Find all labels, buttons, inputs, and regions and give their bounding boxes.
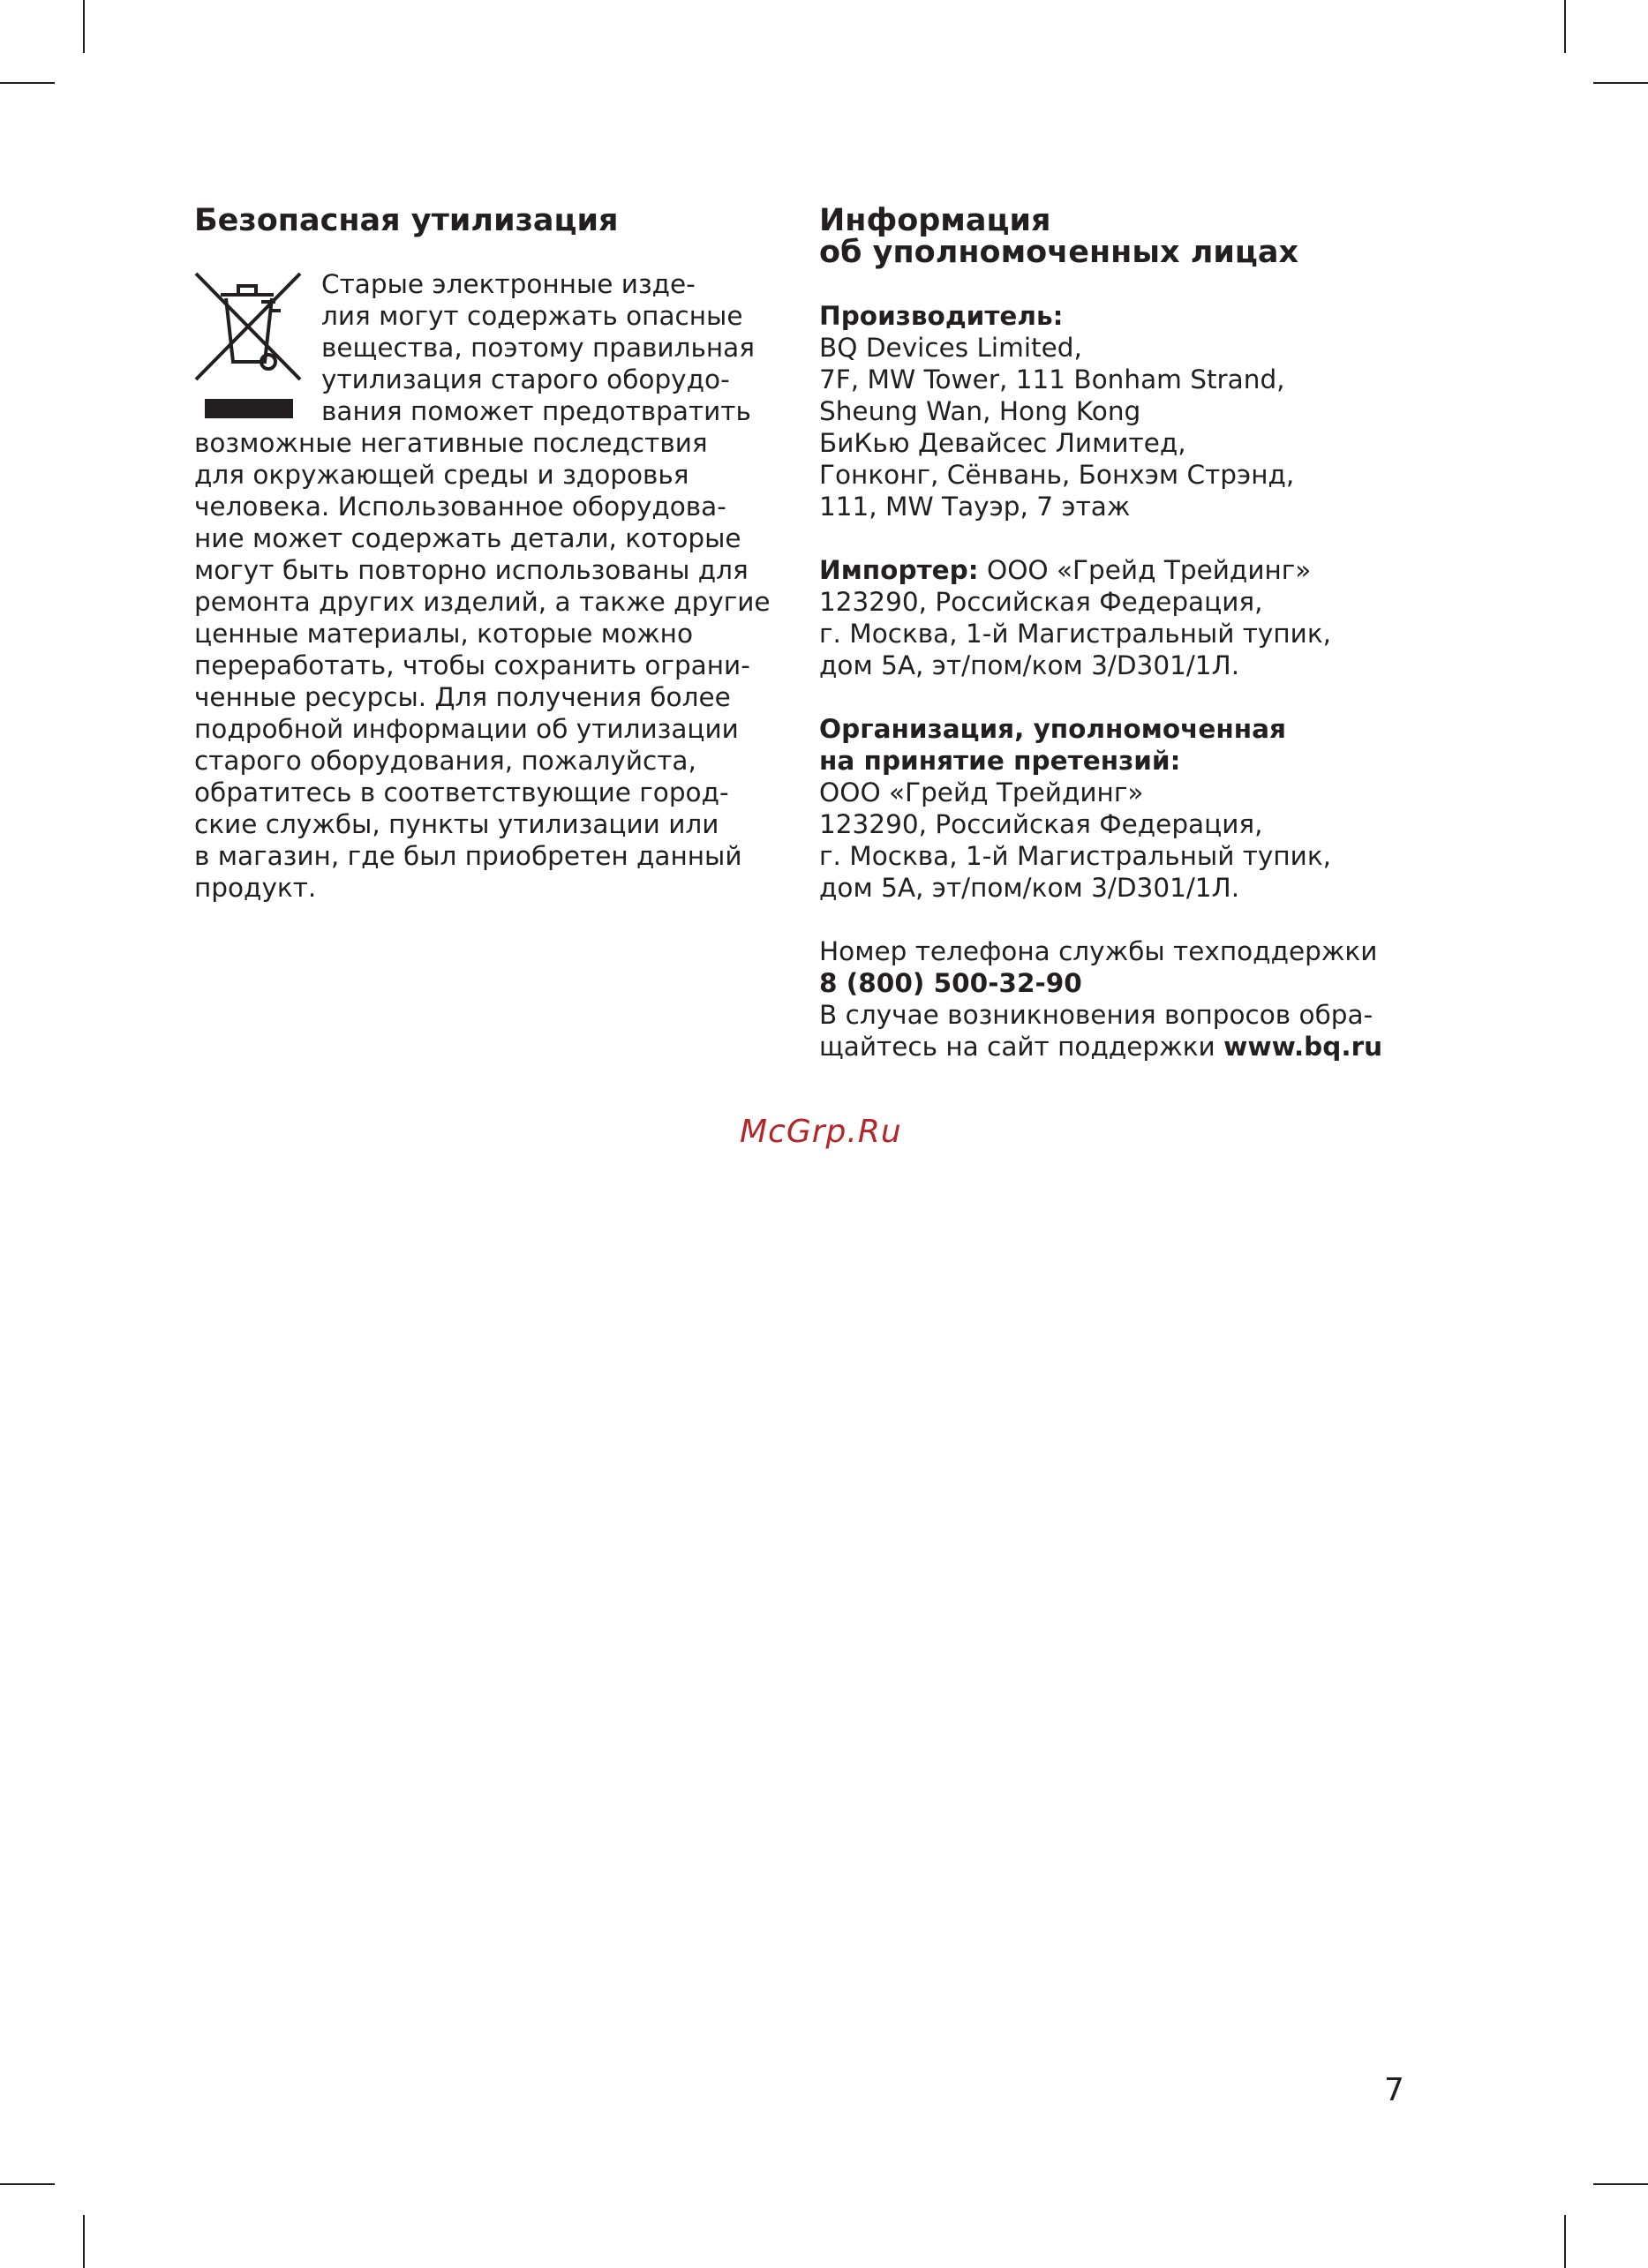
body-line: продукт. bbox=[194, 873, 317, 903]
manufacturer-line: Sheung Wan, Hong Kong bbox=[819, 396, 1141, 426]
authorized-persons-title bbox=[819, 205, 1455, 268]
body-line: Старые электронные изде- bbox=[321, 269, 696, 299]
page-number: 7 bbox=[1384, 2072, 1404, 2108]
claims-label: Организация, уполномоченная bbox=[819, 714, 1286, 744]
support-site-link[interactable]: www.bq.ru bbox=[1223, 1032, 1383, 1062]
crop-mark bbox=[1564, 0, 1566, 53]
authorized-persons-body bbox=[819, 300, 1455, 1063]
crop-mark bbox=[1564, 2215, 1566, 2268]
body-line: вещества, поэтому правильная bbox=[321, 333, 755, 363]
title-line: об уполномоченных лицах bbox=[819, 235, 1299, 270]
body-line: переработать, чтобы сохранить ограни- bbox=[194, 650, 750, 680]
claims-label: на принятие претензий: bbox=[819, 746, 1181, 776]
support-phone-label: Номер телефона службы техподдержки bbox=[819, 936, 1378, 966]
crop-mark bbox=[83, 2215, 85, 2268]
body-line: ские службы, пункты утилизации или bbox=[194, 809, 719, 839]
importer-first-line bbox=[819, 554, 1455, 586]
claims-block bbox=[819, 713, 1455, 904]
crop-mark bbox=[0, 2183, 55, 2185]
manufacturer-line: 7F, MW Tower, 111 Bonham Strand, bbox=[819, 364, 1285, 394]
manufacturer-label: Производитель: bbox=[819, 301, 1064, 331]
safe-disposal-body bbox=[194, 268, 777, 904]
watermark: McGrp.Ru bbox=[740, 1114, 902, 1150]
importer-line: 123290, Российская Федерация, bbox=[819, 587, 1263, 617]
support-block bbox=[819, 935, 1455, 1063]
crop-mark bbox=[83, 0, 85, 53]
claims-line: 123290, Российская Федерация, bbox=[819, 809, 1263, 839]
safe-disposal-title: Безопасная утилизация bbox=[194, 203, 619, 238]
support-line: В случае возникновения вопросов обра- bbox=[819, 1000, 1373, 1030]
body-line: вания поможет предотвратить bbox=[321, 396, 751, 426]
body-line: утилизация старого оборудо- bbox=[321, 364, 730, 394]
body-line: ремонта других изделий, а также другие bbox=[194, 587, 771, 617]
safe-disposal-section bbox=[194, 205, 777, 904]
body-line: в магазин, где был приобретен данный bbox=[194, 841, 742, 871]
claims-line: г. Москва, 1-й Магистральный тупик, bbox=[819, 841, 1332, 871]
body-line: лия могут содержать опасные bbox=[321, 301, 743, 331]
claims-line: ООО «Грейд Трейдинг» bbox=[819, 777, 1144, 807]
body-line: могут быть повторно использованы для bbox=[194, 555, 749, 585]
importer-line: г. Москва, 1-й Магистральный тупик, bbox=[819, 619, 1332, 649]
crop-mark bbox=[0, 82, 55, 84]
body-line: ценные материалы, которые можно bbox=[194, 619, 694, 649]
importer-name: ООО «Грейд Трейдинг» bbox=[978, 555, 1312, 585]
support-phone[interactable]: 8 (800) 500-32-90 bbox=[819, 968, 1082, 998]
support-line bbox=[819, 1031, 1455, 1063]
crop-mark bbox=[1593, 82, 1648, 84]
importer-label: Импортер: bbox=[819, 555, 979, 585]
body-line: ние может содержать детали, которые bbox=[194, 523, 741, 553]
body-line: обратитесь в соответствующие город- bbox=[194, 777, 729, 807]
crop-mark bbox=[1593, 2183, 1648, 2185]
body-line: ченные ресурсы. Для получения более bbox=[194, 682, 731, 712]
body-line: возможные негативные последствия bbox=[194, 428, 708, 458]
body-line: старого оборудования, пожалуйста, bbox=[194, 746, 696, 776]
importer-line: дом 5А, эт/пом/ком 3/D301/1Л. bbox=[819, 650, 1240, 680]
body-line: подробной информации об утилизации bbox=[194, 714, 739, 744]
body-line: человека. Использованное оборудова- bbox=[194, 492, 726, 522]
title-line: Информация bbox=[819, 203, 1051, 238]
manufacturer-line: 111, MW Тауэр, 7 этаж bbox=[819, 492, 1131, 522]
manufacturer-line: BQ Devices Limited, bbox=[819, 333, 1082, 363]
weee-bar bbox=[205, 399, 293, 418]
manufacturer-line: Гонконг, Сёнвань, Бонхэм Стрэнд, bbox=[819, 460, 1295, 490]
claims-line: дом 5А, эт/пом/ком 3/D301/1Л. bbox=[819, 873, 1240, 903]
support-line-prefix: щайтесь на сайт поддержки bbox=[819, 1032, 1224, 1062]
manufacturer-line: БиКью Девайсес Лимитед, bbox=[819, 428, 1186, 458]
manufacturer-block bbox=[819, 300, 1455, 522]
body-line: для окружающей среды и здоровья bbox=[194, 460, 689, 490]
weee-crossed-bin-icon bbox=[194, 268, 302, 418]
importer-block bbox=[819, 554, 1455, 681]
authorized-persons-section bbox=[819, 205, 1455, 1063]
